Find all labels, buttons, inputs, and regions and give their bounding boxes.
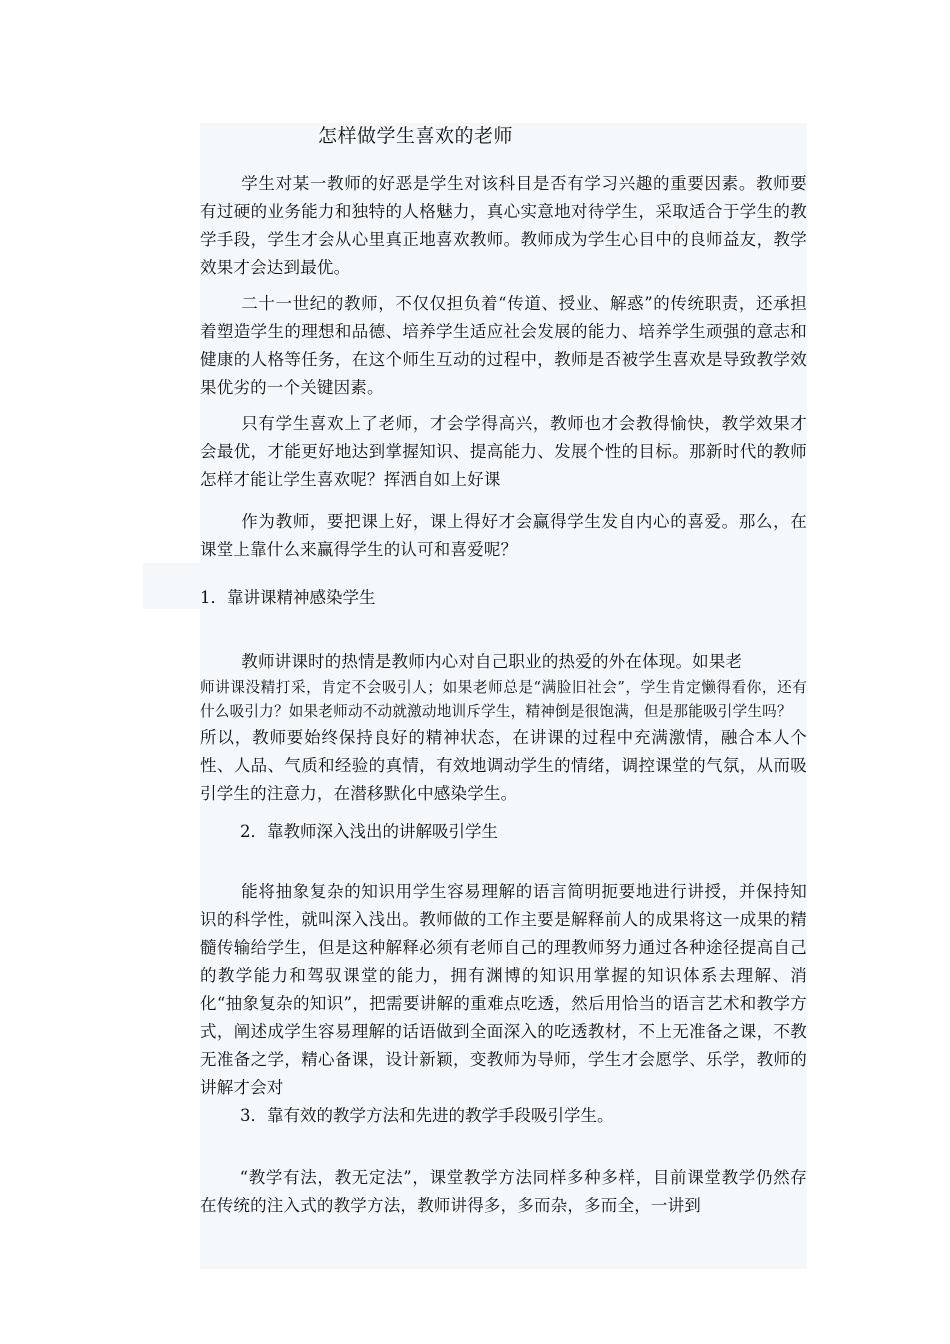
paragraph-4-block bbox=[200, 508, 807, 564]
paragraph-4: 作为教师，要把课上好，课上得好才会赢得学生发自内心的喜爱。那么，在课堂上靠什么来赢得学生的认可和喜爱呢？ bbox=[200, 512, 807, 559]
section-1-heading: 1．靠讲课精神感染学生 bbox=[200, 588, 376, 607]
section-2-body: 能将抽象复杂的知识用学生容易理解的语言简明扼要地进行讲授，并保持知识的科学性，就叫深入浅出。教师做的工作主要是解释前人的成果将这一成果的精髓传输给学生，但是这种解释必须有老师自己的理教师努力通过各种途径提高自己的教学能力和驾驭课堂的能力，拥有渊博的知识用掌握的知识体系去理解、消化“抽象复杂的知识”，把需要讲解的重难点吃透，然后用恰当的语言艺术和教学方式，阐述成学生容易理解的话语做到全面深入的吃透教材，不上无准备之课，不教无准备之学，精心备课，设计新颖，变教师为导师，学生才会愿学、乐学，教师的讲解才会对 bbox=[200, 882, 807, 1097]
paragraph-2: 二十一世纪的教师，不仅仅担负着“传道、授业、解惑”的传统职责，还承担着塑造学生的理想和品德、培养学生适应社会发展的能力、培养学生顽强的意志和健康的人格等任务，在这个师生互动的过程中，教师是否被学生喜欢是导致教学效果优劣的一个关键因素。 bbox=[200, 294, 807, 397]
section-3-heading-block bbox=[200, 1102, 807, 1130]
section-2-heading: 2．靠教师深入浅出的讲解吸引学生 bbox=[240, 822, 498, 841]
paragraph-3-block bbox=[200, 410, 807, 494]
section-1-body-line-1: 教师讲课时的热情是教师内心对自己职业的热爱的外在体现。如果老 bbox=[241, 652, 743, 671]
section-3-heading: 3．靠有效的教学方法和先进的教学手段吸引学生。 bbox=[240, 1106, 614, 1125]
paragraph-1: 学生对某一教师的好恶是学生对该科目是否有学习兴趣的重要因素。教师要有过硬的业务能力和独特的人格魅力，真心实意地对待学生，采取适合于学生的教学手段，学生才会从心里真正地喜欢教师。教师成为学生心目中的良师益友，教学效果才会达到最优。 bbox=[200, 174, 807, 277]
section-1-body-block bbox=[200, 648, 807, 808]
section-3-body: “教学有法，教无定法”，课堂教学方法同样多种多样，目前课堂教学仍然存在传统的注入式的教学方法，教师讲得多，多而杂，多而全，一讲到 bbox=[200, 1168, 807, 1215]
paragraph-3: 只有学生喜欢上了老师，才会学得高兴，教师也才会教得愉快，教学效果才会最优，才能更好地达到掌握知识、提高能力、发展个性的目标。那新时代的教师怎样才能让学生喜欢呢？挥洒自如上好课 bbox=[200, 414, 807, 489]
paragraph-2-block bbox=[200, 290, 807, 402]
section-1-body-small: 师讲课没精打采，肯定不会吸引人；如果老师总是“满脸旧社会”，学生肯定懒得看你，还有什么吸引力？如果老师动不动就激动地训斥学生，精神倒是很饱满，但是那能吸引学生吗？ bbox=[200, 679, 807, 720]
section-2-body-block bbox=[200, 878, 807, 1102]
section-2-heading-block bbox=[200, 818, 807, 846]
section-1-heading-block bbox=[200, 584, 807, 612]
section-3-body-block bbox=[200, 1164, 807, 1220]
document-title: 怎样做学生喜欢的老师 bbox=[318, 125, 514, 147]
section-1-body-rest: 所以，教师要始终保持良好的精神状态，在讲课的过程中充满激情，融合本人个性、人品、气质和经验的真情，有效地调动学生的情绪，调控课堂的气氛，从而吸引学生的注意力，在潜移默化中感染学生。 bbox=[200, 728, 807, 803]
paragraph-1-block bbox=[200, 170, 807, 282]
